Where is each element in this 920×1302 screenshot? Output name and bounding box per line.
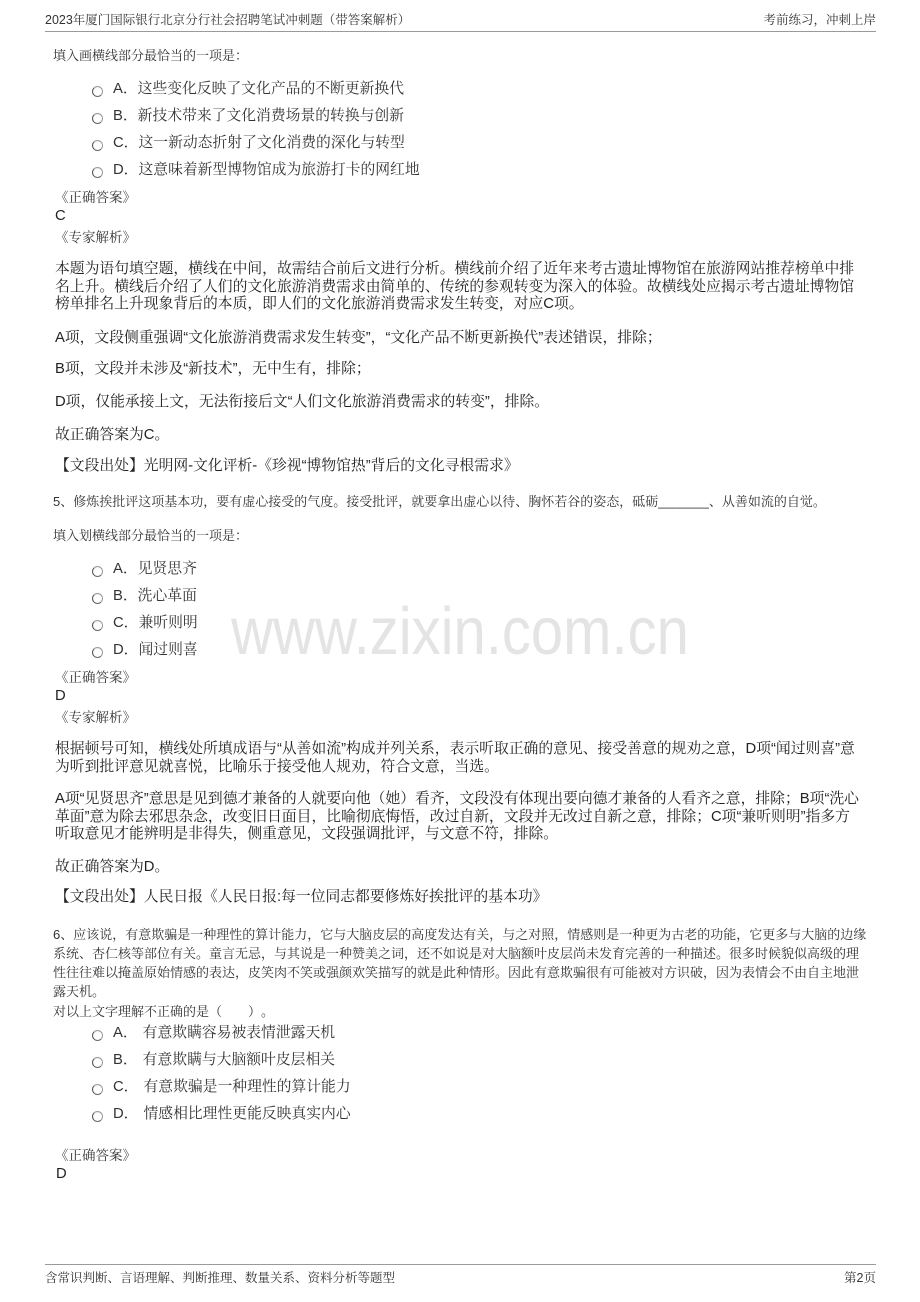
answer-label: 《正确答案》 xyxy=(55,670,136,685)
option-letter: C． xyxy=(113,135,139,151)
option-d xyxy=(113,1105,351,1123)
analysis-conclusion: 故正确答案为C。 xyxy=(55,427,170,443)
option-letter: B． xyxy=(113,108,138,124)
analysis-paragraph: D项，仅能承接上文，无法衔接后文“人们文化旅游消费需求的转变”，排除。 xyxy=(55,394,550,410)
watermark: www.zixin.com.cn xyxy=(231,594,689,669)
option-letter: A． xyxy=(113,561,138,577)
radio-icon xyxy=(92,1057,103,1068)
radio-icon xyxy=(92,86,103,97)
analysis-conclusion: 故正确答案为D。 xyxy=(55,859,170,875)
option-d xyxy=(113,641,198,659)
option-text: 这些变化反映了文化产品的不断更新换代 xyxy=(137,81,405,97)
option-letter: C． xyxy=(113,615,139,631)
answer-label: 《正确答案》 xyxy=(55,1148,136,1163)
option-c xyxy=(113,134,405,152)
page-number: 第2页 xyxy=(844,1271,876,1285)
option-text: 洗心革面 xyxy=(137,588,197,604)
answer-value: D xyxy=(56,1166,67,1182)
option-letter: B． xyxy=(113,1052,138,1068)
radio-icon xyxy=(92,167,103,178)
header-title: 2023年厦门国际银行北京分行社会招聘笔试冲刺题（带答案解析） xyxy=(45,13,411,27)
question-prompt: 填入画横线部分最恰当的一项是： xyxy=(53,48,249,63)
header-slogan: 考前练习，冲刺上岸 xyxy=(763,13,876,27)
analysis-paragraph: 根据顿号可知，横线处所填成语与“从善如流”构成并列关系，表示听取正确的意见、接受善意的规劝之意，D项“闻过则喜”意为听到批评意见就喜悦，比喻乐于接受他人规劝，符合文意，当选。 xyxy=(55,741,855,775)
option-text: 有意欺瞒与大脑额叶皮层相关 xyxy=(142,1052,336,1068)
answer-value: C xyxy=(55,208,66,224)
analysis-label: 《专家解析》 xyxy=(55,710,136,725)
option-b xyxy=(113,107,404,125)
option-text: 情感相比理性更能反映真实内心 xyxy=(143,1106,351,1122)
option-a xyxy=(113,1024,335,1042)
radio-icon xyxy=(92,1030,103,1041)
option-d xyxy=(113,161,420,179)
option-text: 闻过则喜 xyxy=(138,642,198,658)
option-text: 这意味着新型博物馆成为旅游打卡的网红地 xyxy=(138,162,420,178)
option-text: 新技术带来了文化消费场景的转换与创新 xyxy=(137,108,405,124)
option-c xyxy=(113,614,198,632)
option-b xyxy=(113,587,197,605)
option-letter: D． xyxy=(113,162,139,178)
option-letter: B． xyxy=(113,588,138,604)
analysis-label: 《专家解析》 xyxy=(55,230,136,245)
radio-icon xyxy=(92,1111,103,1122)
radio-icon xyxy=(92,1084,103,1095)
question-prompt: 填入划横线部分最恰当的一项是： xyxy=(53,528,249,543)
option-letter: D． xyxy=(113,1106,139,1122)
radio-icon xyxy=(92,140,103,151)
option-letter: D． xyxy=(113,642,139,658)
question-stem: 6、应该说，有意欺骗是一种理性的算计能力，它与大脑皮层的高度发达有关，与之对照，情感则是一种更为古老的功能，它更多与大脑的边缘系统、杏仁核等部位有关。童言无忌，与其说是一种赞美之词，还不如说是对大脑额叶皮层尚未发育完善的一种描述。很多时候貌似高级的理性往往难以掩盖原始情感的表达，皮笑肉不笑或强颜欢笑描写的就是此种情形。因此有意欺骗很有可能被对方识破，因为表情会不由自主地泄露天机。 xyxy=(53,927,867,999)
source-citation: 【文段出处】光明网-文化评析-《珍视“博物馆热”背后的文化寻根需求》 xyxy=(55,458,519,474)
analysis-paragraph: B项，文段并未涉及“新技术”，无中生有，排除； xyxy=(55,361,371,377)
analysis-paragraph: A项，文段侧重强调“文化旅游消费需求发生转变”，“文化产品不断更新换代”表述错误，排除； xyxy=(55,330,662,346)
radio-icon xyxy=(92,113,103,124)
radio-icon xyxy=(92,593,103,604)
option-text: 兼听则明 xyxy=(138,615,198,631)
answer-label: 《正确答案》 xyxy=(55,190,136,205)
analysis-paragraph: 本题为语句填空题，横线在中间，故需结合前后文进行分析。横线前介绍了近年来考古遗址博物馆在旅游网站推荐榜单中排名上升。横线后介绍了人们的文化旅游消费需求由简单的、传统的参观转变为深入的体验。故横线处应揭示考古遗址博物馆榜单排名上升现象背后的本质，即人们的文化旅游消费需求发生转变，对应C项。 xyxy=(55,261,855,312)
option-letter: A． xyxy=(113,81,138,97)
header-rule xyxy=(45,31,876,32)
option-c xyxy=(113,1078,351,1096)
footer-note: 含常识判断、言语理解、判断推理、数量关系、资料分析等题型 xyxy=(45,1271,396,1285)
option-letter: C． xyxy=(113,1079,139,1095)
answer-value: D xyxy=(55,688,66,704)
analysis-paragraph: A项“见贤思齐”意思是见到德才兼备的人就要向他（她）看齐，文段没有体现出要向德才兼备的人看齐之意，排除；B项“洗心革面”意为除去邪思杂念，改变旧日面目，比喻彻底悔悟，改过自新，文段并无改过自新之意，排除；C项“兼听则明”指多方听取意见才能辨明是非得失，侧重意见，文段强调批评，与文意不符，排除。 xyxy=(55,791,859,842)
option-text: 有意欺瞒容易被表情泄露天机 xyxy=(142,1025,336,1041)
radio-icon xyxy=(92,566,103,577)
question-stem: 5、修炼挨批评这项基本功，要有虚心接受的气度。接受批评，就要拿出虚心以待、胸怀若谷的姿态，砥砺_______、从善如流的自觉。 xyxy=(53,494,826,509)
option-a xyxy=(113,560,197,578)
option-letter: A． xyxy=(113,1025,138,1041)
option-text: 这一新动态折射了文化消费的深化与转型 xyxy=(138,135,405,151)
footer-rule xyxy=(45,1264,876,1265)
option-a xyxy=(113,80,404,98)
option-text: 见贤思齐 xyxy=(137,561,197,577)
question-prompt: 对以上文字理解不正确的是（ ）。 xyxy=(53,1004,275,1019)
radio-icon xyxy=(92,647,103,658)
option-text: 有意欺骗是一种理性的算计能力 xyxy=(143,1079,351,1095)
radio-icon xyxy=(92,620,103,631)
source-citation: 【文段出处】人民日报《人民日报:每一位同志都要修炼好挨批评的基本功》 xyxy=(55,889,548,905)
option-b xyxy=(113,1051,335,1069)
